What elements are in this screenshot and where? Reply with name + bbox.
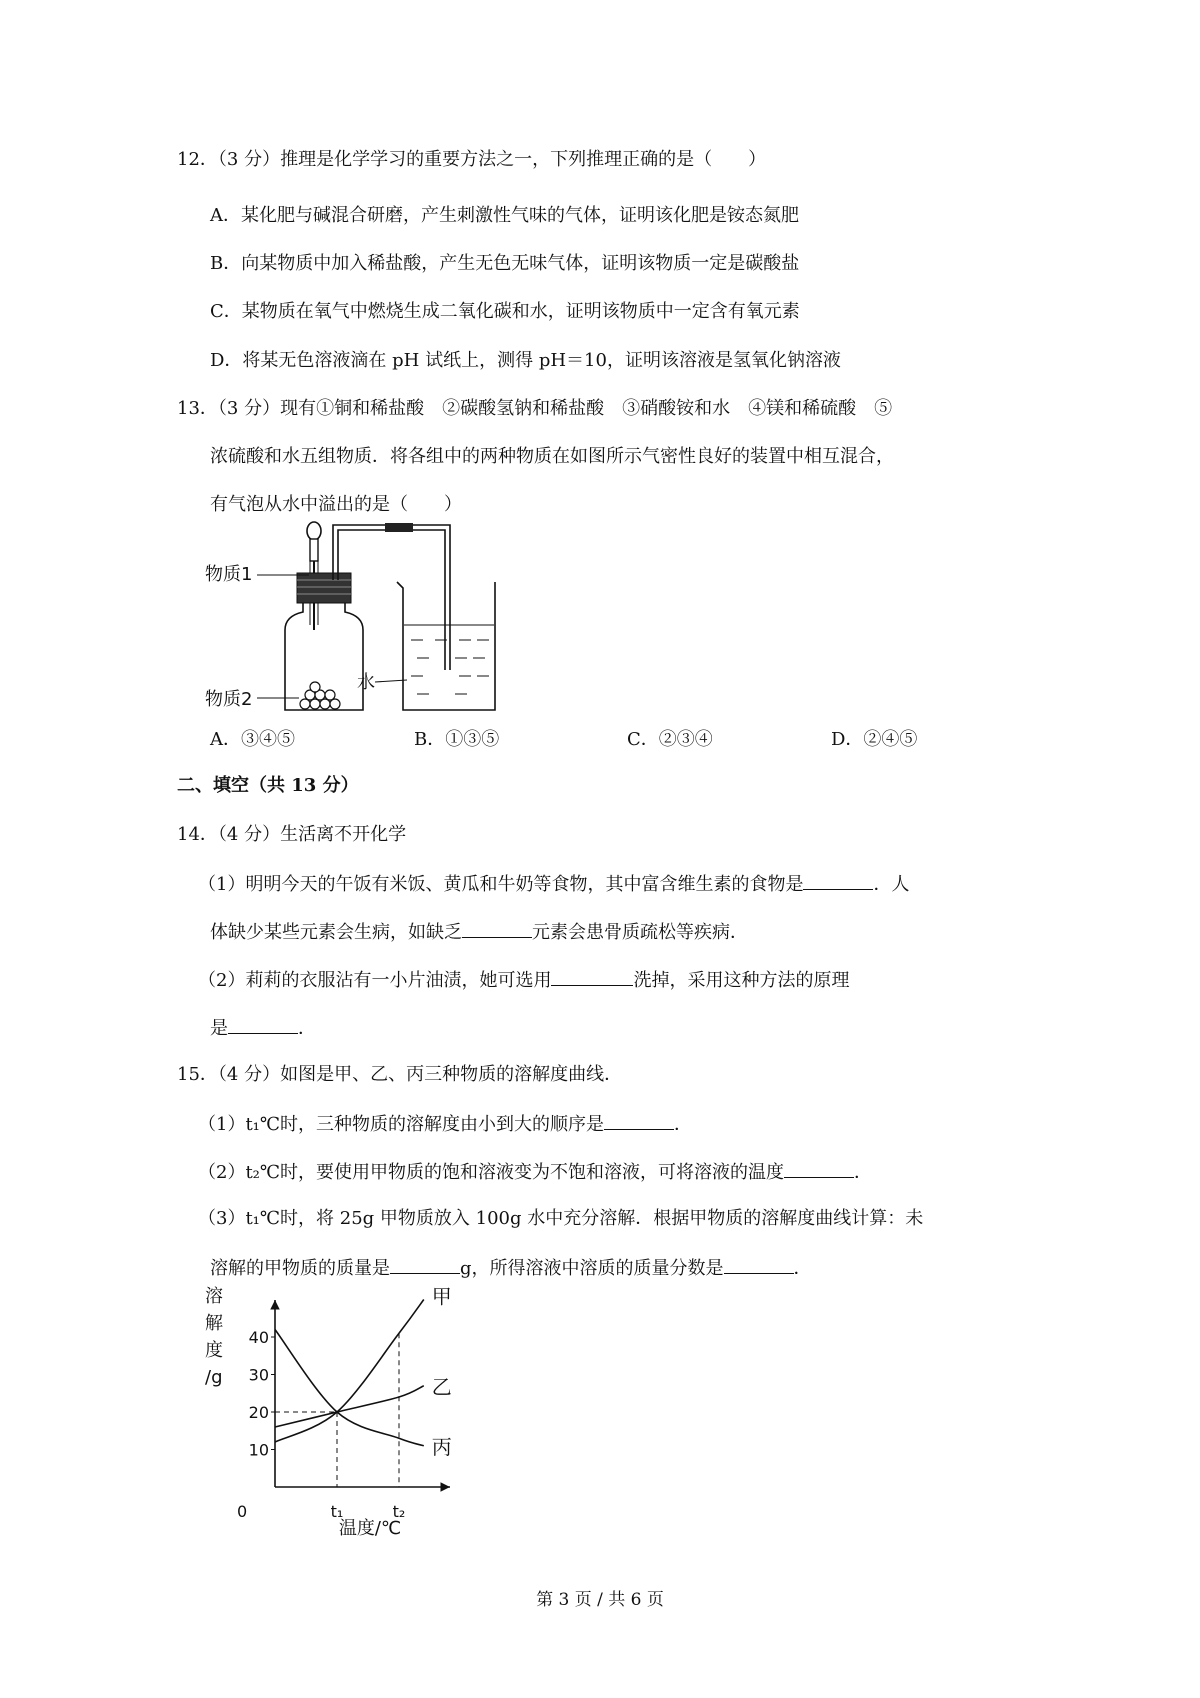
q14-part2-line1 [198,967,849,993]
answer-blank[interactable] [604,1111,674,1130]
q13-option-d: D．②④⑤ [831,729,918,750]
y-tick-label: 10 [248,1440,269,1460]
label-substance-2: 物质2 [205,689,253,710]
apparatus-diagram [205,520,525,720]
series-label: 乙 [431,1374,452,1399]
q13-line2: 浓硫酸和水五组物质．将各组中的两种物质在如图所示气密性良好的装置中相互混合， [210,446,894,467]
q14-text: 元素会患骨质疏松等疾病． [532,922,748,943]
answer-blank[interactable] [228,1015,298,1034]
answer-blank[interactable] [390,1255,460,1274]
answer-blank[interactable] [784,1159,854,1178]
y-axis-label-char: 度 [205,1340,223,1361]
q12-option-b: B．向某物质中加入稀盐酸，产生无色无味气体，证明该物质一定是碳酸盐 [210,253,800,274]
q13-line3: 有气泡从水中溢出的是（ ） [210,494,462,515]
q13-option-b: B．①③⑤ [414,729,500,750]
q13-option-a: A．③④⑤ [210,729,295,750]
answer-blank[interactable] [551,967,633,986]
q15-text: ． [674,1114,693,1135]
q15-text: （2）t₂℃时，要使用甲物质的饱和溶液变为不饱和溶液，可将溶液的温度 [198,1162,785,1183]
q14-text: 洗掉，采用这种方法的原理 [633,970,850,991]
q15-text: ． [854,1162,873,1183]
series-label: 甲 [431,1284,452,1309]
q15-text: g，所得溶液中溶质的质量分数是 [460,1258,724,1279]
q12-option-d: D．将某无色溶液滴在 pH 试纸上，测得 pH＝10，证明该溶液是氢氧化钠溶液 [210,350,841,371]
q13-line1: 13．（3 分）现有①铜和稀盐酸 ②碳酸氢钠和稀盐酸 ③硝酸铵和水 ④镁和稀硫酸 ⑤ [177,398,893,419]
y-axis-label-char: /g [205,1367,223,1388]
x-tick-label: t₂ [392,1502,406,1521]
q15-part3: （3）t₁℃时，将 25g 甲物质放入 100g 水中充分溶解．根据甲物质的溶解度曲线计算：未 [198,1208,924,1229]
label-water: 水 [357,672,375,693]
q15-text: （1）t₁℃时，三种物质的溶解度由小到大的顺序是 [198,1114,605,1135]
y-axis-label-char: 溶 [205,1286,223,1307]
x-tick-label: t₁ [330,1502,344,1521]
solubility-chart [205,1282,465,1542]
y-axis-label [205,1286,223,1388]
q14-part1-line1 [198,871,909,897]
q15-part3-line2 [210,1255,812,1281]
q15-part1 [198,1111,692,1137]
q15-text: ． [793,1258,812,1279]
q12-option-a: A．某化肥与碱混合研磨，产生刺激性气味的气体，证明该化肥是铵态氮肥 [210,205,799,226]
x-tick-label: 0 [237,1502,248,1521]
answer-blank[interactable] [803,871,873,890]
q14-text: （1）明明今天的午饭有米饭、黄瓜和牛奶等食物，其中富含维生素的食物是 [198,874,804,895]
page-footer: 第 3 页 / 共 6 页 [536,1590,664,1610]
y-tick-label: 30 [248,1365,269,1385]
q14-text: （2）莉莉的衣服沾有一小片油渍，她可选用 [198,970,552,991]
q14-text: 体缺少某些元素会生病，如缺乏 [210,922,462,943]
answer-blank[interactable] [462,919,532,938]
y-tick-label: 40 [248,1328,269,1347]
q15-stem: 15．（4 分）如图是甲、乙、丙三种物质的溶解度曲线． [177,1064,623,1085]
q12-stem: 12．（3 分）推理是化学学习的重要方法之一，下列推理正确的是（ ） [177,149,767,170]
q15-text: 溶解的甲物质的质量是 [210,1258,390,1279]
q12-option-c: C．某物质在氧气中燃烧生成二氧化碳和水，证明该物质中一定含有氧元素 [210,301,800,322]
q14-text: ．人 [873,874,910,895]
q13-option-c: C．②③④ [627,729,713,750]
q14-stem: 14．（4 分）生活离不开化学 [177,824,407,845]
y-tick-label: 20 [248,1403,269,1422]
q14-text: 是 [210,1018,228,1039]
section-heading: 二、填空（共 13 分） [177,775,359,796]
answer-blank[interactable] [724,1255,794,1274]
label-substance-1: 物质1 [205,564,253,585]
series-curve-丙 [275,1330,424,1446]
series-label: 丙 [431,1434,452,1459]
x-axis-label: 温度/℃ [338,1518,402,1539]
y-axis-label-char: 解 [205,1313,223,1334]
q14-part1-line2 [210,919,748,945]
q14-text: ． [298,1018,316,1039]
q15-part2 [198,1159,872,1185]
q14-part2-line2 [210,1015,316,1041]
